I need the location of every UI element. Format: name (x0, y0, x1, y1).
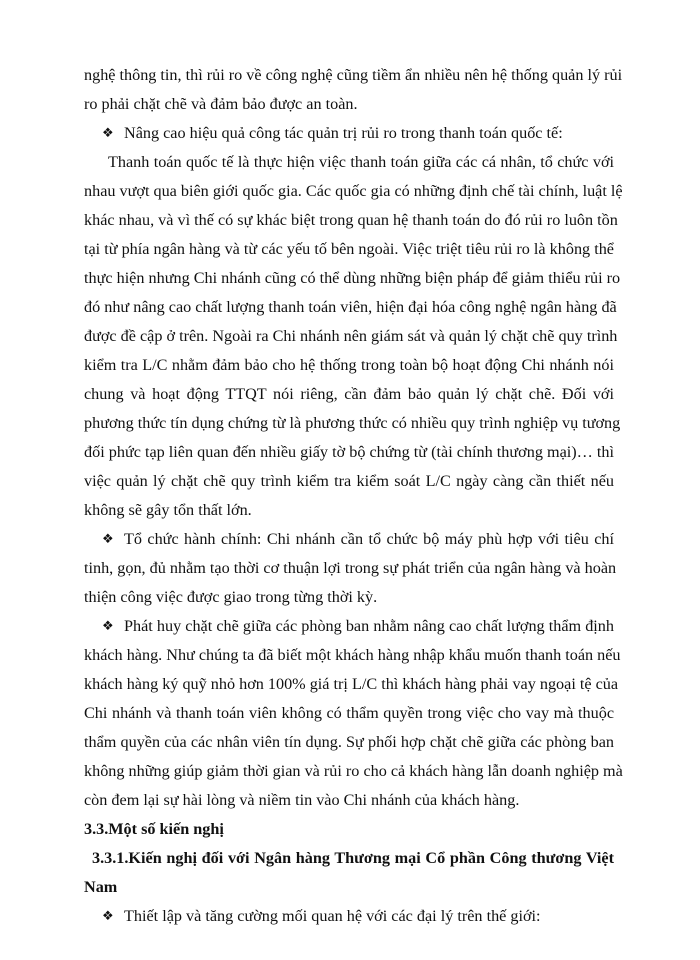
paragraph-line: khách hàng. Như chúng ta đã biết một khách hàng nhập khẩu muốn thanh toán nếu (84, 646, 621, 664)
paragraph-line: thiện công việc được giao trong từng thời kỳ. (84, 588, 378, 606)
paragraph-line: phương thức tín dụng chứng từ là phương thức có nhiều quy trình nghiệp vụ tương (84, 414, 621, 432)
paragraph-line: đối phức tạp liên quan đến nhiều giấy tờ bộ chứng từ (tài chính thương mại)… thì (84, 443, 614, 461)
paragraph-line: khách hàng ký quỹ nhỏ hơn 100% giá trị L/C thì khách hàng phải vay ngoại tệ của (84, 675, 619, 693)
subsection-heading: 3.3.1.Kiến nghị đối với Ngân hàng Thương mại Cổ phần Công thương Việt (92, 849, 614, 867)
bullet-item (102, 616, 614, 636)
paragraph-line: Chi nhánh và thanh toán viên không có thẩm quyền trong việc cho vay mà thuộc (84, 704, 614, 722)
paragraph-line: thực hiện nhưng Chi nhánh cũng có thể dùng những biện pháp để giảm thiểu rủi ro (84, 269, 621, 287)
paragraph-line: chung và hoạt động TTQT nói riêng, cần đảm bảo quản lý chặt chẽ. Đối với (84, 385, 614, 403)
bullet-text: Tổ chức hành chính: Chi nhánh cần tổ chức bộ máy phù hợp với tiêu chí (124, 530, 614, 548)
bullet-text: Nâng cao hiệu quả công tác quản trị rủi ro trong thanh toán quốc tế: (124, 124, 563, 142)
bullet-text: Thiết lập và tăng cường mối quan hệ với các đại lý trên thế giới: (124, 907, 541, 925)
paragraph-line: nghệ thông tin, thì rủi ro về công nghệ cũng tiềm ẩn nhiều nên hệ thống quản lý rủi (84, 66, 623, 84)
paragraph-line: ro phải chặt chẽ và đảm bảo được an toàn. (84, 95, 358, 113)
diamond-bullet-icon: ❖ (102, 126, 114, 141)
bullet-text: Phát huy chặt chẽ giữa các phòng ban nhằm nâng cao chất lượng thẩm định (124, 617, 614, 635)
paragraph-line: tại từ phía ngân hàng và từ các yếu tố bên ngoài. Việc triệt tiêu rủi ro là không thể (84, 240, 614, 258)
paragraph-line: kiểm tra L/C nhằm đảm bảo cho hệ thống trong toàn bộ hoạt động Chi nhánh nói (84, 356, 614, 374)
paragraph-line: việc quản lý chặt chẽ quy trình kiểm tra kiểm soát L/C ngày càng cần thiết nếu (84, 472, 614, 490)
paragraph-line: được đề cập ở trên. Ngoài ra Chi nhánh nên giám sát và quản lý chặt chẽ quy trình (84, 327, 618, 345)
bullet-item (102, 123, 614, 143)
paragraph-line: tinh, gọn, đủ nhằm tạo thời cơ thuận lợi trong sự phát triển của ngân hàng và hoàn (84, 559, 617, 577)
diamond-bullet-icon: ❖ (102, 619, 114, 634)
diamond-bullet-icon: ❖ (102, 909, 114, 924)
paragraph-line: khác nhau, và vì thế có sự khác biệt trong quan hệ thanh toán do đó rủi ro luôn tồn (84, 211, 618, 229)
paragraph-line: còn đem lại sự hài lòng và niềm tin vào Chi nhánh của khách hàng. (84, 791, 520, 809)
paragraph-line: đó như nâng cao chất lượng thanh toán viên, hiện đại hóa công nghệ ngân hàng đã (84, 298, 617, 316)
subsection-heading-cont: Nam (84, 878, 118, 896)
diamond-bullet-icon: ❖ (102, 532, 114, 547)
paragraph-line: Thanh toán quốc tế là thực hiện việc thanh toán giữa các cá nhân, tổ chức với (108, 153, 614, 171)
paragraph-line: nhau vượt qua biên giới quốc gia. Các quốc gia có những định chế tài chính, luật lệ (84, 182, 623, 200)
paragraph-line: không những giúp giảm thời gian và rủi ro cho cả khách hàng lẫn doanh nghiệp mà (84, 762, 623, 780)
section-heading: 3.3.Một số kiến nghị (84, 820, 224, 838)
bullet-item (102, 906, 614, 926)
paragraph-line: thẩm quyền của các nhân viên tín dụng. Sự phối hợp chặt chẽ giữa các phòng ban (84, 733, 614, 751)
paragraph-line: không sẽ gây tổn thất lớn. (84, 501, 252, 519)
bullet-item (102, 529, 614, 549)
